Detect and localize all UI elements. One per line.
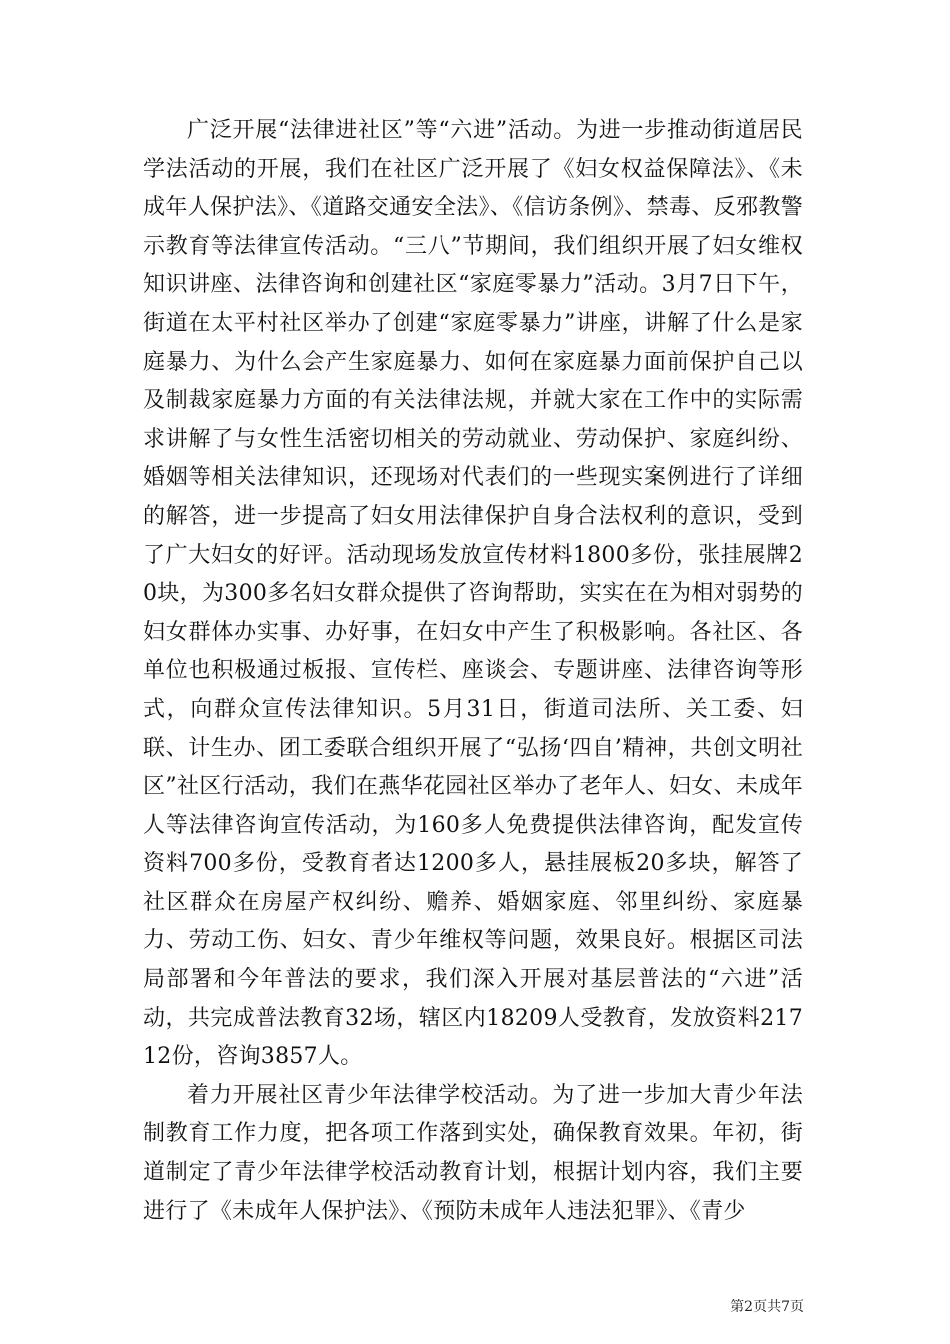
document-body — [143, 112, 803, 1231]
page-number-footer: 第2页共7页 — [730, 1299, 804, 1315]
paragraph-six-entries-activity: 广泛开展“法律进社区”等“六进”活动。为进一步推动街道居民学法活动的开展，我们在社区广泛开展了《妇女权益保障法》、《未成年人保护法》、《道路交通安全法》、《信访条例》、禁毒、反邪教警示教育等法律宣传活动。“三八”节期间，我们组织开展了妇女维权知识讲座、法律咨询和创建社区“家庭零暴力”活动。3月7日下午，街道在太平村社区举办了创建“家庭零暴力”讲座，讲解了什么是家庭暴力、为什么会产生家庭暴力、如何在家庭暴力面前保护自己以及制裁家庭暴力方面的有关法律法规，并就大家在工作中的实际需求讲解了与女性生活密切相关的劳动就业、劳动保护、家庭纠纷、婚姻等相关法律知识，还现场对代表们的一些现实案例进行了详细的解答，进一步提高了妇女用法律保护自身合法权利的意识，受到了广大妇女的好评。活动现场发放宣传材料1800多份，张挂展牌20块，为300多名妇女群众提供了咨询帮助，实实在在为相对弱势的妇女群体办实事、办好事，在妇女中产生了积极影响。各社区、各单位也积极通过板报、宣传栏、座谈会、专题讲座、法律咨询等形式，向群众宣传法律知识。5月31日，街道司法所、关工委、妇联、计生办、团工委联合组织开展了“弘扬‘四自’精神，共创文明社区”社区行活动，我们在燕华花园社区举办了老年人、妇女、未成年人等法律咨询宣传活动，为160多人免费提供法律咨询，配发宣传资料700多份，受教育者达1200多人，悬挂展板20多块，解答了社区群众在房屋产权纠纷、赡养、婚姻家庭、邻里纠纷、家庭暴力、劳动工伤、妇女、青少年维权等问题，效果良好。根据区司法局部署和今年普法的要求，我们深入开展对基层普法的“六进”活动，共完成普法教育32场，辖区内18209人受教育，发放资料21712份，咨询3857人。 — [143, 118, 803, 1070]
paragraph-youth-law-school: 着力开展社区青少年法律学校活动。为了进一步加大青少年法制教育工作力度，把各项工作落到实处，确保教育效果。年初，街道制定了青少年法律学校活动教育计划，根据计划内容，我们主要进行了《未成年人保护法》、《预防未成年人违法犯罪》、《青少 — [143, 1082, 803, 1224]
